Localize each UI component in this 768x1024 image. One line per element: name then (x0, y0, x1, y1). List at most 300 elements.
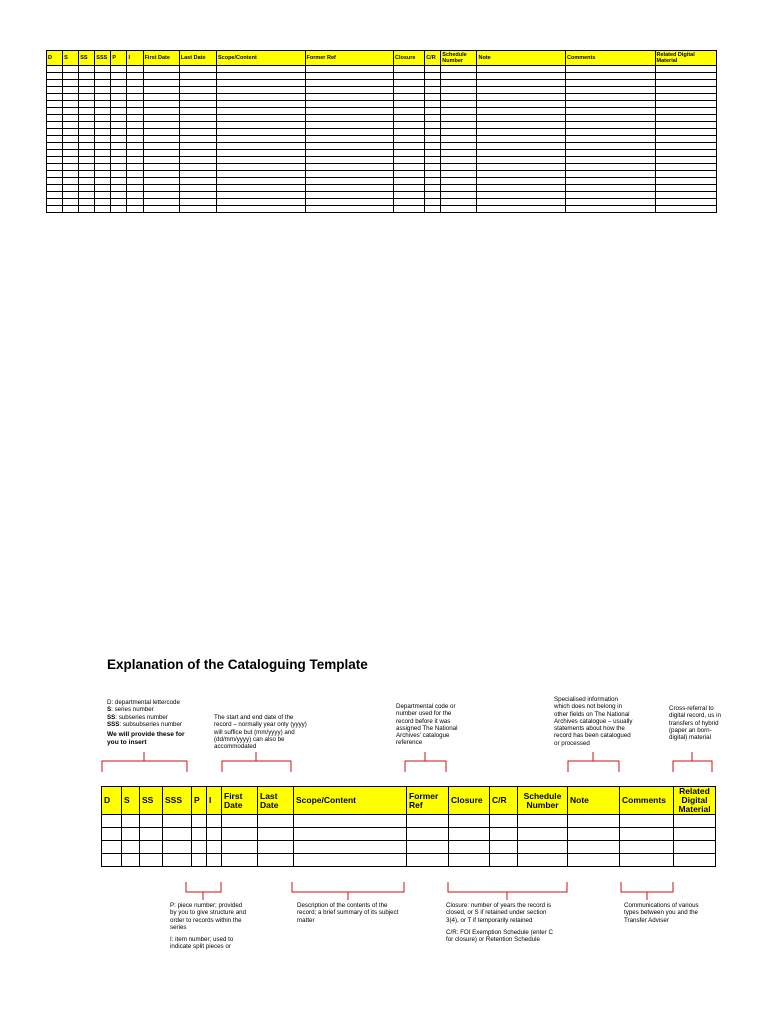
table-cell[interactable] (47, 143, 63, 150)
table-cell[interactable] (63, 101, 79, 108)
table-cell[interactable] (111, 199, 127, 206)
table-cell[interactable] (655, 87, 716, 94)
table-cell[interactable] (490, 841, 518, 854)
table-cell[interactable] (620, 815, 674, 828)
table-cell[interactable] (143, 185, 179, 192)
table-cell[interactable] (655, 66, 716, 73)
table-cell[interactable] (179, 206, 216, 213)
table-cell[interactable] (143, 108, 179, 115)
table-cell[interactable] (143, 87, 179, 94)
table-cell[interactable] (127, 199, 143, 206)
table-cell[interactable] (655, 129, 716, 136)
table-cell[interactable] (163, 828, 192, 841)
table-cell[interactable] (127, 66, 143, 73)
table-cell[interactable] (216, 80, 305, 87)
table-cell[interactable] (79, 192, 95, 199)
table-cell[interactable] (425, 178, 441, 185)
table-cell[interactable] (179, 94, 216, 101)
table-cell[interactable] (477, 178, 566, 185)
table-cell[interactable] (127, 157, 143, 164)
table-cell[interactable] (179, 87, 216, 94)
table-cell[interactable] (47, 192, 63, 199)
table-cell[interactable] (305, 171, 394, 178)
table-cell[interactable] (394, 171, 425, 178)
table-cell[interactable] (305, 206, 394, 213)
table-cell[interactable] (63, 171, 79, 178)
table-cell[interactable] (425, 101, 441, 108)
table-cell[interactable] (47, 206, 63, 213)
table-cell[interactable] (143, 157, 179, 164)
table-cell[interactable] (111, 150, 127, 157)
table-cell[interactable] (111, 143, 127, 150)
table-cell[interactable] (441, 122, 477, 129)
table-cell[interactable] (655, 143, 716, 150)
table-cell[interactable] (192, 854, 207, 867)
table-cell[interactable] (127, 171, 143, 178)
table-cell[interactable] (179, 199, 216, 206)
table-cell[interactable] (566, 136, 656, 143)
table-cell[interactable] (441, 178, 477, 185)
table-cell[interactable] (425, 185, 441, 192)
table-cell[interactable] (394, 122, 425, 129)
table-cell[interactable] (305, 87, 394, 94)
table-cell[interactable] (655, 80, 716, 87)
table-cell[interactable] (63, 94, 79, 101)
table-cell[interactable] (111, 178, 127, 185)
table-cell[interactable] (441, 143, 477, 150)
table-cell[interactable] (111, 129, 127, 136)
table-cell[interactable] (394, 73, 425, 80)
table-cell[interactable] (425, 171, 441, 178)
table-cell[interactable] (477, 80, 566, 87)
table-cell[interactable] (111, 157, 127, 164)
table-cell[interactable] (111, 108, 127, 115)
table-cell[interactable] (566, 87, 656, 94)
table-cell[interactable] (95, 178, 111, 185)
table-cell[interactable] (216, 206, 305, 213)
table-cell[interactable] (477, 206, 566, 213)
table-cell[interactable] (441, 73, 477, 80)
table-cell[interactable] (490, 815, 518, 828)
table-cell[interactable] (490, 854, 518, 867)
table-cell[interactable] (143, 136, 179, 143)
table-cell[interactable] (127, 101, 143, 108)
table-cell[interactable] (477, 87, 566, 94)
table-cell[interactable] (47, 157, 63, 164)
table-cell[interactable] (79, 108, 95, 115)
table-cell[interactable] (216, 164, 305, 171)
table-cell[interactable] (566, 192, 656, 199)
table-cell[interactable] (63, 80, 79, 87)
table-cell[interactable] (111, 185, 127, 192)
table-cell[interactable] (127, 87, 143, 94)
table-cell[interactable] (216, 122, 305, 129)
table-cell[interactable] (449, 815, 490, 828)
table-cell[interactable] (216, 143, 305, 150)
table-cell[interactable] (63, 129, 79, 136)
table-cell[interactable] (95, 157, 111, 164)
table-cell[interactable] (216, 157, 305, 164)
table-cell[interactable] (566, 150, 656, 157)
table-cell[interactable] (655, 178, 716, 185)
table-cell[interactable] (140, 841, 163, 854)
table-cell[interactable] (518, 815, 568, 828)
table-cell[interactable] (179, 122, 216, 129)
table-cell[interactable] (566, 108, 656, 115)
table-cell[interactable] (47, 94, 63, 101)
table-cell[interactable] (143, 80, 179, 87)
table-cell[interactable] (305, 178, 394, 185)
table-cell[interactable] (111, 66, 127, 73)
table-cell[interactable] (394, 185, 425, 192)
table-cell[interactable] (47, 164, 63, 171)
table-cell[interactable] (477, 129, 566, 136)
table-cell[interactable] (425, 115, 441, 122)
table-cell[interactable] (95, 164, 111, 171)
table-cell[interactable] (566, 66, 656, 73)
table-cell[interactable] (79, 150, 95, 157)
table-cell[interactable] (95, 94, 111, 101)
table-cell[interactable] (449, 828, 490, 841)
table-cell[interactable] (95, 87, 111, 94)
table-cell[interactable] (47, 150, 63, 157)
table-cell[interactable] (394, 94, 425, 101)
table-cell[interactable] (140, 828, 163, 841)
table-cell[interactable] (127, 73, 143, 80)
table-cell[interactable] (441, 136, 477, 143)
table-cell[interactable] (111, 171, 127, 178)
table-cell[interactable] (674, 828, 716, 841)
table-cell[interactable] (95, 73, 111, 80)
table-cell[interactable] (216, 129, 305, 136)
table-cell[interactable] (95, 171, 111, 178)
table-cell[interactable] (63, 115, 79, 122)
table-cell[interactable] (477, 143, 566, 150)
table-cell[interactable] (143, 164, 179, 171)
table-cell[interactable] (425, 80, 441, 87)
table-cell[interactable] (216, 101, 305, 108)
table-cell[interactable] (477, 122, 566, 129)
table-cell[interactable] (102, 841, 122, 854)
table-cell[interactable] (441, 66, 477, 73)
table-cell[interactable] (294, 854, 407, 867)
table-cell[interactable] (47, 185, 63, 192)
table-cell[interactable] (63, 143, 79, 150)
table-cell[interactable] (47, 171, 63, 178)
table-cell[interactable] (79, 101, 95, 108)
table-cell[interactable] (79, 185, 95, 192)
table-cell[interactable] (258, 815, 294, 828)
table-cell[interactable] (441, 101, 477, 108)
table-cell[interactable] (47, 66, 63, 73)
table-cell[interactable] (47, 73, 63, 80)
table-cell[interactable] (63, 87, 79, 94)
table-cell[interactable] (566, 94, 656, 101)
table-cell[interactable] (305, 157, 394, 164)
table-cell[interactable] (394, 87, 425, 94)
table-cell[interactable] (394, 150, 425, 157)
table-cell[interactable] (143, 150, 179, 157)
table-cell[interactable] (305, 73, 394, 80)
table-cell[interactable] (47, 178, 63, 185)
table-cell[interactable] (441, 94, 477, 101)
table-cell[interactable] (441, 171, 477, 178)
table-cell[interactable] (305, 94, 394, 101)
table-cell[interactable] (79, 178, 95, 185)
table-cell[interactable] (441, 108, 477, 115)
table-cell[interactable] (216, 73, 305, 80)
table-cell[interactable] (95, 150, 111, 157)
table-cell[interactable] (207, 854, 222, 867)
table-cell[interactable] (477, 157, 566, 164)
table-cell[interactable] (207, 828, 222, 841)
table-cell[interactable] (111, 115, 127, 122)
table-cell[interactable] (305, 199, 394, 206)
table-cell[interactable] (79, 80, 95, 87)
table-cell[interactable] (441, 185, 477, 192)
table-cell[interactable] (63, 192, 79, 199)
table-cell[interactable] (179, 164, 216, 171)
table-cell[interactable] (655, 73, 716, 80)
table-cell[interactable] (127, 143, 143, 150)
table-cell[interactable] (425, 143, 441, 150)
table-cell[interactable] (305, 192, 394, 199)
table-cell[interactable] (620, 854, 674, 867)
table-cell[interactable] (477, 101, 566, 108)
table-cell[interactable] (127, 136, 143, 143)
table-cell[interactable] (143, 66, 179, 73)
table-cell[interactable] (79, 143, 95, 150)
table-cell[interactable] (566, 101, 656, 108)
table-cell[interactable] (111, 94, 127, 101)
table-cell[interactable] (95, 115, 111, 122)
table-cell[interactable] (79, 94, 95, 101)
table-cell[interactable] (655, 108, 716, 115)
table-cell[interactable] (47, 136, 63, 143)
table-cell[interactable] (79, 129, 95, 136)
table-cell[interactable] (95, 129, 111, 136)
table-cell[interactable] (305, 150, 394, 157)
table-cell[interactable] (394, 108, 425, 115)
table-cell[interactable] (79, 87, 95, 94)
table-cell[interactable] (425, 199, 441, 206)
table-cell[interactable] (207, 841, 222, 854)
table-cell[interactable] (258, 841, 294, 854)
table-cell[interactable] (63, 73, 79, 80)
table-cell[interactable] (518, 841, 568, 854)
table-cell[interactable] (294, 828, 407, 841)
table-cell[interactable] (122, 841, 140, 854)
table-cell[interactable] (441, 80, 477, 87)
table-cell[interactable] (305, 108, 394, 115)
table-cell[interactable] (63, 164, 79, 171)
table-cell[interactable] (179, 136, 216, 143)
table-cell[interactable] (179, 80, 216, 87)
table-cell[interactable] (179, 143, 216, 150)
table-cell[interactable] (449, 841, 490, 854)
table-cell[interactable] (305, 129, 394, 136)
table-cell[interactable] (655, 164, 716, 171)
table-cell[interactable] (258, 828, 294, 841)
table-cell[interactable] (216, 66, 305, 73)
table-cell[interactable] (163, 841, 192, 854)
table-cell[interactable] (143, 73, 179, 80)
table-cell[interactable] (655, 192, 716, 199)
table-cell[interactable] (477, 171, 566, 178)
table-cell[interactable] (79, 136, 95, 143)
table-cell[interactable] (222, 815, 258, 828)
table-cell[interactable] (111, 101, 127, 108)
table-cell[interactable] (490, 828, 518, 841)
table-cell[interactable] (102, 815, 122, 828)
table-cell[interactable] (47, 115, 63, 122)
table-cell[interactable] (79, 206, 95, 213)
table-cell[interactable] (127, 129, 143, 136)
table-cell[interactable] (179, 101, 216, 108)
table-cell[interactable] (179, 171, 216, 178)
table-cell[interactable] (294, 841, 407, 854)
table-cell[interactable] (95, 122, 111, 129)
table-cell[interactable] (566, 185, 656, 192)
table-cell[interactable] (95, 66, 111, 73)
table-cell[interactable] (477, 73, 566, 80)
table-cell[interactable] (63, 206, 79, 213)
table-cell[interactable] (216, 199, 305, 206)
table-cell[interactable] (127, 80, 143, 87)
table-cell[interactable] (216, 150, 305, 157)
table-cell[interactable] (566, 115, 656, 122)
table-cell[interactable] (216, 94, 305, 101)
table-cell[interactable] (425, 108, 441, 115)
table-cell[interactable] (95, 206, 111, 213)
table-cell[interactable] (127, 122, 143, 129)
table-cell[interactable] (566, 206, 656, 213)
table-cell[interactable] (566, 122, 656, 129)
table-cell[interactable] (47, 80, 63, 87)
table-cell[interactable] (143, 171, 179, 178)
table-cell[interactable] (441, 206, 477, 213)
table-cell[interactable] (294, 815, 407, 828)
table-cell[interactable] (63, 178, 79, 185)
table-cell[interactable] (305, 185, 394, 192)
table-cell[interactable] (394, 199, 425, 206)
table-cell[interactable] (394, 136, 425, 143)
table-cell[interactable] (127, 185, 143, 192)
table-cell[interactable] (127, 115, 143, 122)
table-cell[interactable] (179, 73, 216, 80)
table-cell[interactable] (222, 854, 258, 867)
table-cell[interactable] (95, 185, 111, 192)
table-cell[interactable] (122, 854, 140, 867)
table-cell[interactable] (222, 841, 258, 854)
table-cell[interactable] (63, 108, 79, 115)
table-cell[interactable] (79, 171, 95, 178)
table-cell[interactable] (179, 185, 216, 192)
table-cell[interactable] (394, 129, 425, 136)
table-cell[interactable] (179, 178, 216, 185)
table-cell[interactable] (407, 815, 449, 828)
table-cell[interactable] (143, 101, 179, 108)
table-cell[interactable] (407, 854, 449, 867)
table-cell[interactable] (216, 171, 305, 178)
table-cell[interactable] (566, 129, 656, 136)
table-cell[interactable] (143, 192, 179, 199)
table-cell[interactable] (655, 157, 716, 164)
table-cell[interactable] (566, 171, 656, 178)
table-cell[interactable] (425, 122, 441, 129)
table-cell[interactable] (95, 136, 111, 143)
table-cell[interactable] (394, 157, 425, 164)
table-cell[interactable] (620, 841, 674, 854)
table-cell[interactable] (449, 854, 490, 867)
table-cell[interactable] (394, 115, 425, 122)
table-cell[interactable] (111, 80, 127, 87)
table-cell[interactable] (620, 828, 674, 841)
table-cell[interactable] (79, 164, 95, 171)
table-cell[interactable] (305, 143, 394, 150)
table-cell[interactable] (258, 854, 294, 867)
table-cell[interactable] (216, 178, 305, 185)
table-cell[interactable] (674, 854, 716, 867)
table-cell[interactable] (655, 122, 716, 129)
table-cell[interactable] (568, 854, 620, 867)
table-cell[interactable] (568, 841, 620, 854)
table-cell[interactable] (179, 66, 216, 73)
table-cell[interactable] (441, 87, 477, 94)
table-cell[interactable] (394, 66, 425, 73)
table-cell[interactable] (63, 199, 79, 206)
table-cell[interactable] (425, 73, 441, 80)
table-cell[interactable] (143, 178, 179, 185)
table-cell[interactable] (674, 815, 716, 828)
table-cell[interactable] (47, 108, 63, 115)
table-cell[interactable] (79, 157, 95, 164)
table-cell[interactable] (216, 87, 305, 94)
table-cell[interactable] (441, 129, 477, 136)
table-cell[interactable] (655, 150, 716, 157)
table-cell[interactable] (425, 129, 441, 136)
table-cell[interactable] (305, 164, 394, 171)
table-cell[interactable] (111, 87, 127, 94)
table-cell[interactable] (192, 815, 207, 828)
table-cell[interactable] (47, 129, 63, 136)
table-cell[interactable] (127, 94, 143, 101)
table-cell[interactable] (655, 101, 716, 108)
table-cell[interactable] (143, 206, 179, 213)
table-cell[interactable] (425, 94, 441, 101)
table-cell[interactable] (655, 115, 716, 122)
table-cell[interactable] (425, 66, 441, 73)
table-cell[interactable] (566, 199, 656, 206)
table-cell[interactable] (394, 101, 425, 108)
table-cell[interactable] (47, 122, 63, 129)
table-cell[interactable] (95, 101, 111, 108)
table-cell[interactable] (111, 136, 127, 143)
table-cell[interactable] (179, 157, 216, 164)
table-cell[interactable] (216, 115, 305, 122)
table-cell[interactable] (477, 199, 566, 206)
table-cell[interactable] (305, 101, 394, 108)
table-cell[interactable] (143, 129, 179, 136)
table-cell[interactable] (394, 143, 425, 150)
table-cell[interactable] (425, 192, 441, 199)
table-cell[interactable] (518, 854, 568, 867)
table-cell[interactable] (425, 206, 441, 213)
table-cell[interactable] (477, 192, 566, 199)
table-cell[interactable] (95, 192, 111, 199)
table-cell[interactable] (163, 815, 192, 828)
table-cell[interactable] (477, 150, 566, 157)
